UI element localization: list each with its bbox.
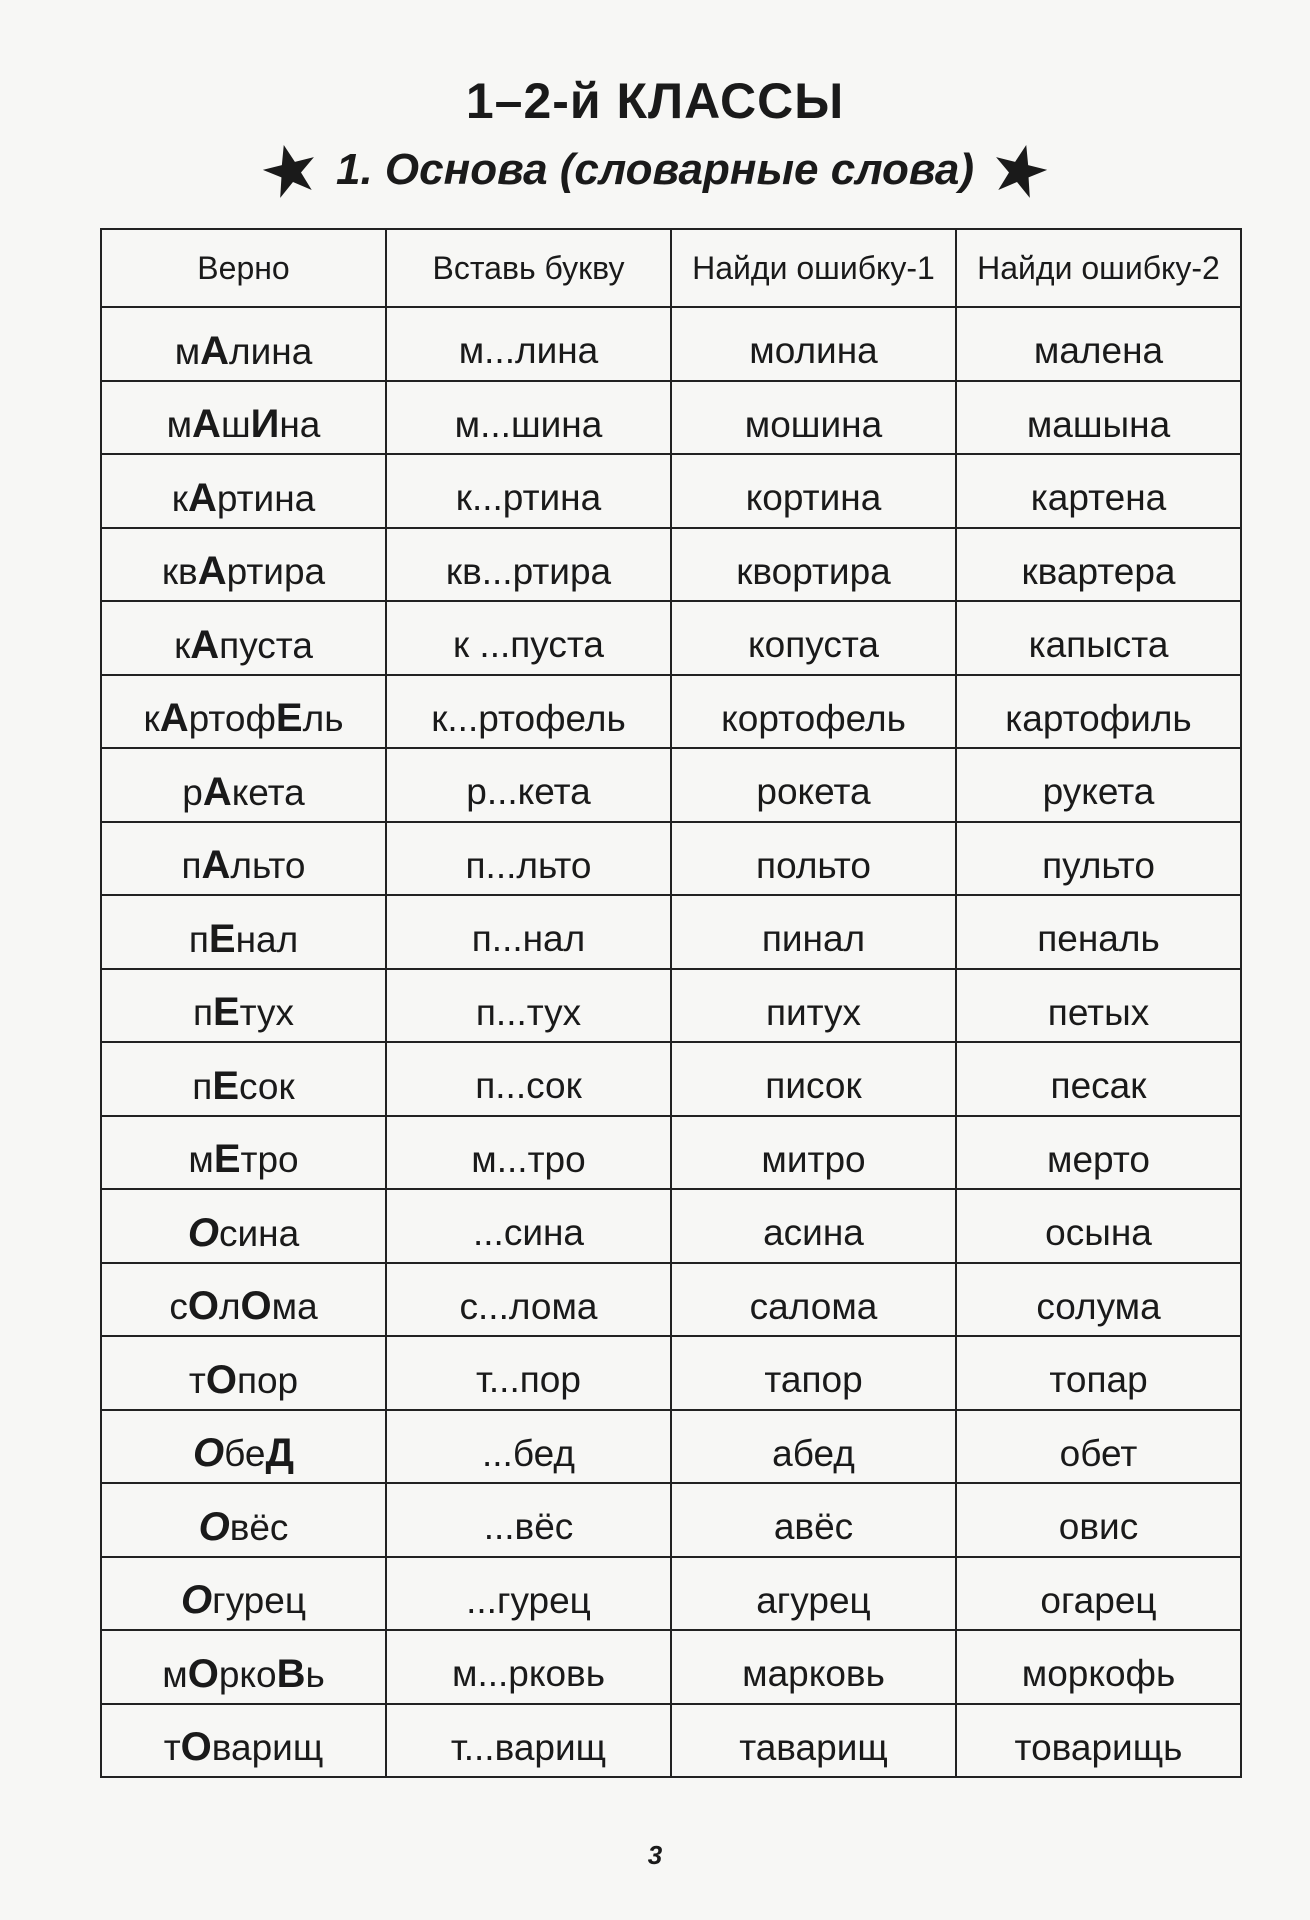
error-word-2: овис bbox=[956, 1483, 1241, 1557]
insert-word: к...ртина bbox=[386, 454, 671, 528]
highlighted-letter: Е bbox=[208, 916, 236, 961]
error-word-1: пинал bbox=[671, 895, 956, 969]
word-part: т bbox=[188, 1359, 206, 1401]
word-part: лина bbox=[229, 330, 313, 372]
table-row bbox=[101, 528, 1241, 602]
highlighted-letter: Е bbox=[275, 696, 303, 741]
error-word-1: копуста bbox=[671, 601, 956, 675]
correct-word bbox=[101, 1336, 386, 1410]
correct-word bbox=[101, 601, 386, 675]
correct-word bbox=[101, 1410, 386, 1484]
error-word-2: пульто bbox=[956, 822, 1241, 896]
word-part: т bbox=[163, 1727, 181, 1769]
insert-word: м...лина bbox=[386, 307, 671, 381]
highlighted-letter: О bbox=[180, 1578, 213, 1623]
highlighted-letter: А bbox=[190, 622, 220, 667]
error-word-2: солума bbox=[956, 1263, 1241, 1337]
table-row bbox=[101, 969, 1241, 1043]
insert-word: т...пор bbox=[386, 1336, 671, 1410]
word-part: к bbox=[143, 698, 160, 740]
error-word-1: польто bbox=[671, 822, 956, 896]
word-part: м bbox=[188, 1139, 214, 1181]
error-word-1: молина bbox=[671, 307, 956, 381]
star-icon bbox=[262, 142, 318, 198]
highlighted-letter: Е bbox=[213, 1137, 241, 1182]
section-title-row bbox=[0, 140, 1310, 200]
correct-word bbox=[101, 1116, 386, 1190]
word-part: тух bbox=[239, 992, 295, 1034]
error-word-2: мерто bbox=[956, 1116, 1241, 1190]
error-word-1: писок bbox=[671, 1042, 956, 1116]
highlighted-letter: О bbox=[240, 1284, 272, 1329]
error-word-1: тапор bbox=[671, 1336, 956, 1410]
word-part: бе bbox=[224, 1433, 266, 1475]
word-part: сина bbox=[218, 1212, 300, 1254]
error-word-1: агурец bbox=[671, 1557, 956, 1631]
insert-word: ...сина bbox=[386, 1189, 671, 1263]
error-word-2: моркофь bbox=[956, 1630, 1241, 1704]
word-part: п bbox=[181, 845, 202, 887]
error-word-2: картофиль bbox=[956, 675, 1241, 749]
insert-word: к...ртофель bbox=[386, 675, 671, 749]
table-row bbox=[101, 1263, 1241, 1337]
correct-word bbox=[101, 1263, 386, 1337]
correct-word bbox=[101, 969, 386, 1043]
error-word-2: товарищь bbox=[956, 1704, 1241, 1778]
highlighted-letter: А bbox=[201, 843, 231, 888]
error-word-2: обет bbox=[956, 1410, 1241, 1484]
word-part: п bbox=[188, 918, 209, 960]
correct-word bbox=[101, 1189, 386, 1263]
correct-word bbox=[101, 528, 386, 602]
highlighted-letter: Д bbox=[265, 1431, 294, 1476]
table-row bbox=[101, 822, 1241, 896]
table-row bbox=[101, 1630, 1241, 1704]
insert-word: п...льто bbox=[386, 822, 671, 896]
word-part: тро bbox=[240, 1139, 299, 1181]
error-word-2: петых bbox=[956, 969, 1241, 1043]
insert-word: кв...ртира bbox=[386, 528, 671, 602]
error-word-1: салома bbox=[671, 1263, 956, 1337]
word-part: к bbox=[171, 477, 188, 519]
error-word-2: машына bbox=[956, 381, 1241, 455]
word-part: нал bbox=[235, 918, 299, 960]
word-part: варищ bbox=[211, 1727, 324, 1769]
word-part: ш bbox=[220, 404, 251, 446]
error-word-1: питух bbox=[671, 969, 956, 1043]
insert-word: п...сок bbox=[386, 1042, 671, 1116]
word-part: на bbox=[279, 404, 321, 446]
column-header-insert: Вставь букву bbox=[386, 229, 671, 307]
error-word-1: авёс bbox=[671, 1483, 956, 1557]
error-word-2: малена bbox=[956, 307, 1241, 381]
error-word-1: рокета bbox=[671, 748, 956, 822]
table-row bbox=[101, 1116, 1241, 1190]
error-word-1: мошина bbox=[671, 381, 956, 455]
insert-word: ...гурец bbox=[386, 1557, 671, 1631]
highlighted-letter: А bbox=[159, 696, 189, 741]
word-part: м bbox=[162, 1653, 188, 1695]
table-row bbox=[101, 381, 1241, 455]
correct-word bbox=[101, 307, 386, 381]
highlighted-letter: И bbox=[250, 402, 280, 447]
insert-word: ...бед bbox=[386, 1410, 671, 1484]
word-part: ртира bbox=[226, 551, 326, 593]
word-table bbox=[100, 228, 1242, 1778]
word-part: п bbox=[192, 992, 213, 1034]
table-row bbox=[101, 1189, 1241, 1263]
word-part: ль bbox=[302, 698, 344, 740]
table-row bbox=[101, 307, 1241, 381]
table-row bbox=[101, 454, 1241, 528]
table-row bbox=[101, 1557, 1241, 1631]
error-word-1: таварищ bbox=[671, 1704, 956, 1778]
word-part: кета bbox=[231, 771, 305, 813]
correct-word bbox=[101, 1557, 386, 1631]
correct-word bbox=[101, 1704, 386, 1778]
highlighted-letter: Е bbox=[212, 1063, 240, 1108]
error-word-2: осына bbox=[956, 1189, 1241, 1263]
highlighted-letter: О bbox=[198, 1504, 230, 1549]
word-part: с bbox=[169, 1286, 188, 1328]
star-icon bbox=[992, 142, 1048, 198]
highlighted-letter: А bbox=[192, 402, 221, 447]
table-row bbox=[101, 1336, 1241, 1410]
column-header-correct: Верно bbox=[101, 229, 386, 307]
table-row bbox=[101, 1042, 1241, 1116]
table-row bbox=[101, 601, 1241, 675]
error-word-2: квартера bbox=[956, 528, 1241, 602]
error-word-1: асина bbox=[671, 1189, 956, 1263]
highlighted-letter: О bbox=[205, 1357, 237, 1402]
table-row bbox=[101, 1704, 1241, 1778]
word-part: к bbox=[174, 624, 191, 666]
page-number: 3 bbox=[647, 1840, 663, 1870]
table-row bbox=[101, 748, 1241, 822]
highlighted-letter: А bbox=[187, 475, 217, 520]
table-row bbox=[101, 895, 1241, 969]
word-part: кв bbox=[161, 551, 198, 593]
insert-word: с...лома bbox=[386, 1263, 671, 1337]
word-part: ма bbox=[271, 1286, 318, 1328]
correct-word bbox=[101, 822, 386, 896]
correct-word bbox=[101, 675, 386, 749]
highlighted-letter: О bbox=[187, 1210, 219, 1255]
word-part: сок bbox=[239, 1065, 295, 1107]
word-part: рко bbox=[218, 1653, 277, 1695]
highlighted-letter: А bbox=[200, 328, 230, 373]
error-word-2: топар bbox=[956, 1336, 1241, 1410]
column-header-error-2: Найди ошибку-2 bbox=[956, 229, 1241, 307]
insert-word: м...шина bbox=[386, 381, 671, 455]
highlighted-letter: О bbox=[187, 1284, 219, 1329]
highlighted-letter: О bbox=[180, 1725, 212, 1770]
error-word-2: песак bbox=[956, 1042, 1241, 1116]
error-word-1: митро bbox=[671, 1116, 956, 1190]
correct-word bbox=[101, 1483, 386, 1557]
word-part: п bbox=[192, 1065, 213, 1107]
highlighted-letter: О bbox=[187, 1651, 219, 1696]
error-word-1: абед bbox=[671, 1410, 956, 1484]
insert-word: р...кета bbox=[386, 748, 671, 822]
error-word-2: пеналь bbox=[956, 895, 1241, 969]
word-part: л bbox=[218, 1286, 241, 1328]
correct-word bbox=[101, 748, 386, 822]
insert-word: п...тух bbox=[386, 969, 671, 1043]
word-part: пор bbox=[236, 1359, 299, 1401]
insert-word: ...вёс bbox=[386, 1483, 671, 1557]
page-title: 1–2-й КЛАССЫ bbox=[465, 73, 845, 129]
highlighted-letter: А bbox=[202, 769, 232, 814]
correct-word bbox=[101, 895, 386, 969]
correct-word bbox=[101, 381, 386, 455]
word-part: м bbox=[174, 330, 201, 372]
correct-word bbox=[101, 1630, 386, 1704]
insert-word: к ...пуста bbox=[386, 601, 671, 675]
section-title: 1. Основа (словарные слова) bbox=[336, 145, 974, 194]
word-part: гурец bbox=[212, 1580, 307, 1622]
insert-word: м...рковь bbox=[386, 1630, 671, 1704]
insert-word: т...варищ bbox=[386, 1704, 671, 1778]
highlighted-letter: О bbox=[193, 1431, 225, 1476]
error-word-1: квортира bbox=[671, 528, 956, 602]
table-header-row bbox=[101, 229, 1241, 307]
error-word-2: капыста bbox=[956, 601, 1241, 675]
table-row bbox=[101, 675, 1241, 749]
insert-word: п...нал bbox=[386, 895, 671, 969]
word-part: льто bbox=[230, 845, 306, 887]
word-part: ртина bbox=[216, 477, 316, 519]
error-word-1: кортина bbox=[671, 454, 956, 528]
word-part: пуста bbox=[219, 624, 313, 666]
word-part: м bbox=[166, 404, 193, 446]
error-word-2: картена bbox=[956, 454, 1241, 528]
highlighted-letter: В bbox=[276, 1651, 306, 1696]
table-row bbox=[101, 1410, 1241, 1484]
word-part: ртоф bbox=[188, 698, 276, 740]
highlighted-letter: Е bbox=[212, 990, 240, 1035]
error-word-1: марковь bbox=[671, 1630, 956, 1704]
word-part: вёс bbox=[229, 1506, 289, 1548]
word-part: ь bbox=[305, 1653, 325, 1695]
table-row bbox=[101, 1483, 1241, 1557]
correct-word bbox=[101, 454, 386, 528]
error-word-1: кортофель bbox=[671, 675, 956, 749]
column-header-error-1: Найди ошибку-1 bbox=[671, 229, 956, 307]
word-part: р bbox=[182, 771, 203, 813]
correct-word bbox=[101, 1042, 386, 1116]
error-word-2: огарец bbox=[956, 1557, 1241, 1631]
highlighted-letter: А bbox=[197, 549, 227, 594]
error-word-2: рукета bbox=[956, 748, 1241, 822]
insert-word: м...тро bbox=[386, 1116, 671, 1190]
